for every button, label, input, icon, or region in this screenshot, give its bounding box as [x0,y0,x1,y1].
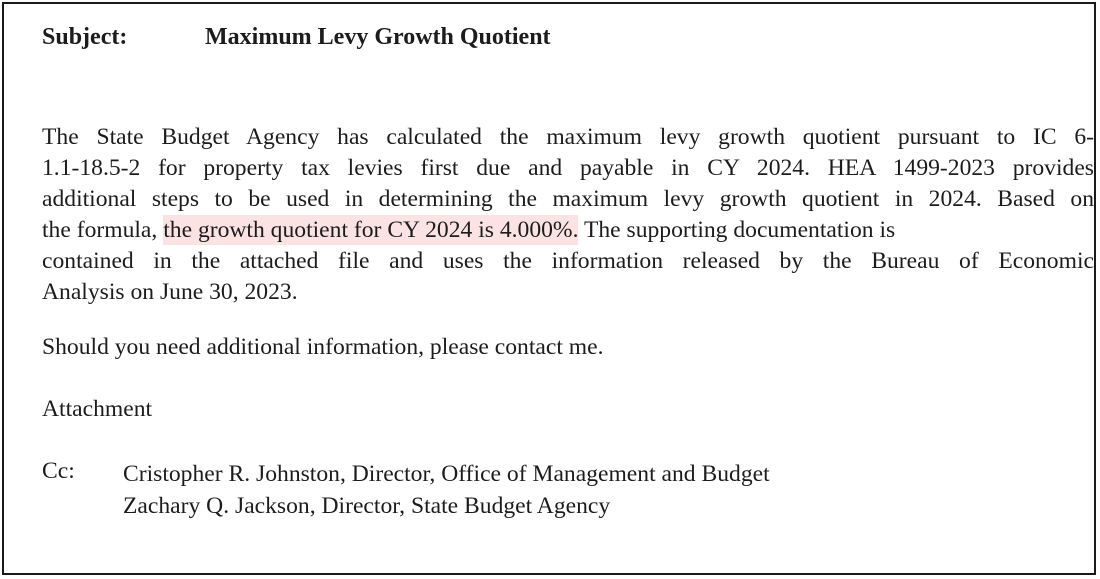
body-line-prefix: the formula, [42,217,164,243]
cc-recipient: Zachary Q. Jackson, Director, State Budget Agency [123,493,611,519]
cc-list [123,458,770,522]
body-line: The State Budget Agency has calculated the maximum levy growth quotient pursuant to IC 6- [42,124,1094,150]
cc-label: Cc: [42,458,75,484]
body-paragraph [42,122,1094,308]
highlighted-growth-quotient: the growth quotient for CY 2024 is 4.000%. [163,217,579,243]
body-line: additional steps to be used in determining the maximum levy growth quotient in 2024. Based on [42,186,1094,212]
subject-value: Maximum Levy Growth Quotient [205,24,551,50]
body-line-suffix: The supporting documentation is [578,217,896,243]
body-line: 1.1-18.5-2 for property tax levies first due and payable in CY 2024. HEA 1499-2023 provides [42,155,1094,181]
document-frame [2,2,1096,575]
body-line: Analysis on June 30, 2023. [42,279,298,305]
body-line-with-highlight [42,215,1094,246]
body-line: contained in the attached file and uses the information released by the Bureau of Economic [42,248,1094,274]
subject-label: Subject: [42,24,128,50]
attachment-label: Attachment [42,396,153,422]
cc-recipient: Cristopher R. Johnston, Director, Office of Management and Budget [123,461,770,487]
contact-sentence: Should you need additional information, please contact me. [42,334,604,360]
